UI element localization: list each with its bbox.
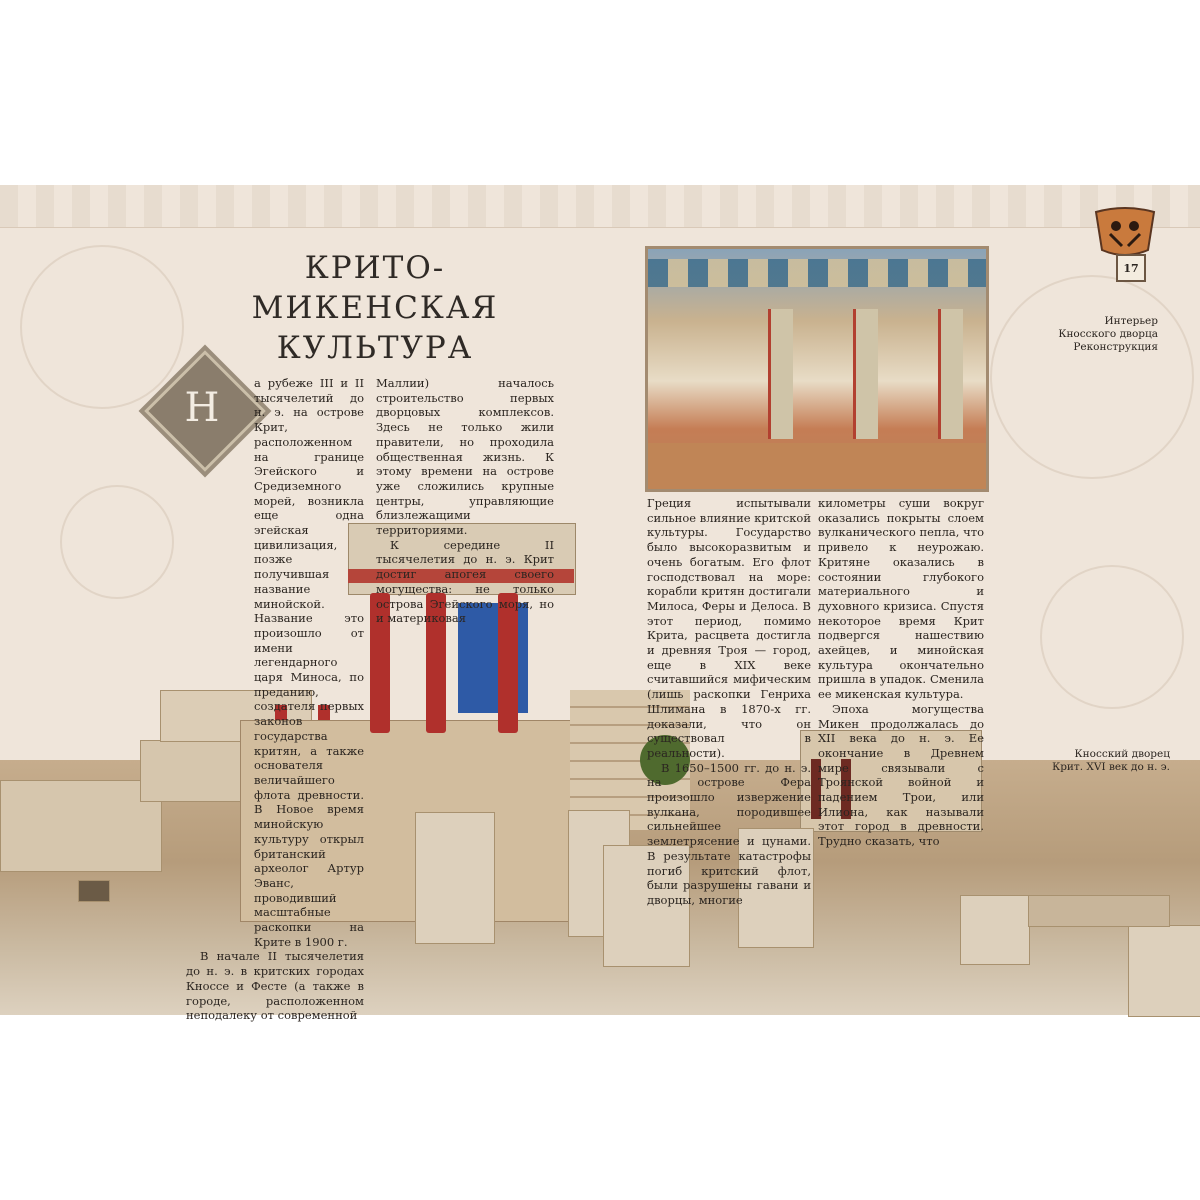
stone-pillar: [960, 895, 1030, 965]
ornament-swirl: [990, 275, 1194, 479]
ornament-border: [0, 185, 1200, 228]
palace-interior-painting: [645, 246, 989, 492]
paragraph: В 1650–1500 гг. до н. э. на острове Фера произошло извержение вулкана, породившее сильнейшее землетрясение и цунами. В результате катастрофы погиб критский флот, были разрушены гавани и дворцы, многие: [647, 760, 811, 907]
page-number: 17: [1116, 254, 1146, 282]
stone-slab: [1028, 895, 1170, 927]
title-line-2: КУЛЬТУРА: [276, 330, 474, 366]
info-sign: [78, 880, 110, 902]
paragraph: Греция испытывали сильное влияние критской культуры. Государство было высокоразвитым и очень богатым. Его флот господствовал на море: корабли критян достигали Милоса, Феры и Делоса. В этот период, помимо Крита, расцвета достигла и древняя Троя — город, еще в XIX веке считавшийся мифическим (лишь раскопки Генриха Шлимана в 1870-х гг. доказали, что он существовал в реальности).: [647, 496, 812, 760]
caption-interior: [1010, 315, 1158, 354]
greek-vase-icon: [1088, 206, 1162, 260]
page-title: [185, 248, 565, 368]
caption-line: Кносский дворец: [1074, 748, 1170, 760]
paragraph: Эпоха могущества Микен продолжалась до XII века до н. э. Ее окончание в Древнем мире связывали с Троянской войной и падением Трои, или Илиона, как называли этот город в древности. Трудно сказать, что: [818, 701, 984, 849]
stone-pillar: [1128, 925, 1200, 1017]
ornament-swirl: [1040, 565, 1184, 709]
title-line-1: КРИТО-МИКЕНСКАЯ: [251, 250, 499, 326]
caption-line: Кносского дворца: [1058, 328, 1158, 340]
paragraph: Маллии) началось строительство первых дворцовых комплексов. Здесь не только жили правители, но проходила общественная жизнь. К этому времени на острове уже сложились крупные центры, управляющие близлежащими территориями.: [376, 376, 554, 538]
caption-line: Крит. XVI век до н. э.: [1052, 761, 1170, 773]
paragraph: В начале II тысячелетия до н. э. в критских городах Кноссе и Фесте (а также в городе, расположенном неподалеку от современной: [186, 949, 364, 1023]
text-column-2: [376, 376, 554, 626]
ornament-swirl: [60, 485, 174, 599]
text-column-4: [818, 496, 984, 849]
stone-pillar: [415, 812, 495, 944]
ruin-block: [0, 780, 162, 872]
text-column-1: [186, 376, 364, 1023]
paragraph: К середине II тысячелетия до н. э. Крит достиг апогея своего могущества: не только острова Эгейского моря, но и материковая: [376, 537, 554, 626]
text-column-3: [647, 496, 811, 908]
caption-line: Реконструкция: [1073, 341, 1158, 353]
drop-cap-letter: Н: [184, 385, 220, 431]
paragraph: а рубеже III и II тысячелетий до н. э. на острове Крит, расположенном на границе Эгейского и Средиземного морей, возникла еще одна эгейская цивилизация, позже получившая название минойской. Название это произошло от имени легендарного царя Миноса, по преданию, создателя первых законов государства критян, а также основателя величайшего флота древности. В Новое время минойскую культуру открыл британский археолог Артур Эванс, проводивший масштабные раскопки на Крите в 1900 г.: [254, 376, 364, 949]
paragraph: километры суши вокруг оказались покрыты слоем вулканического пепла, что привело к неурожаю. Критяне оказались в состоянии глубокого материального и духовного кризиса. Спустя некоторое время Крит подвергся нашествию ахейцев, и минойская культура окончательно пришла в упадок. Сменила ее микенская культура.: [818, 496, 984, 702]
caption-line: Интерьер: [1104, 315, 1158, 327]
caption-palace: [1000, 748, 1170, 774]
